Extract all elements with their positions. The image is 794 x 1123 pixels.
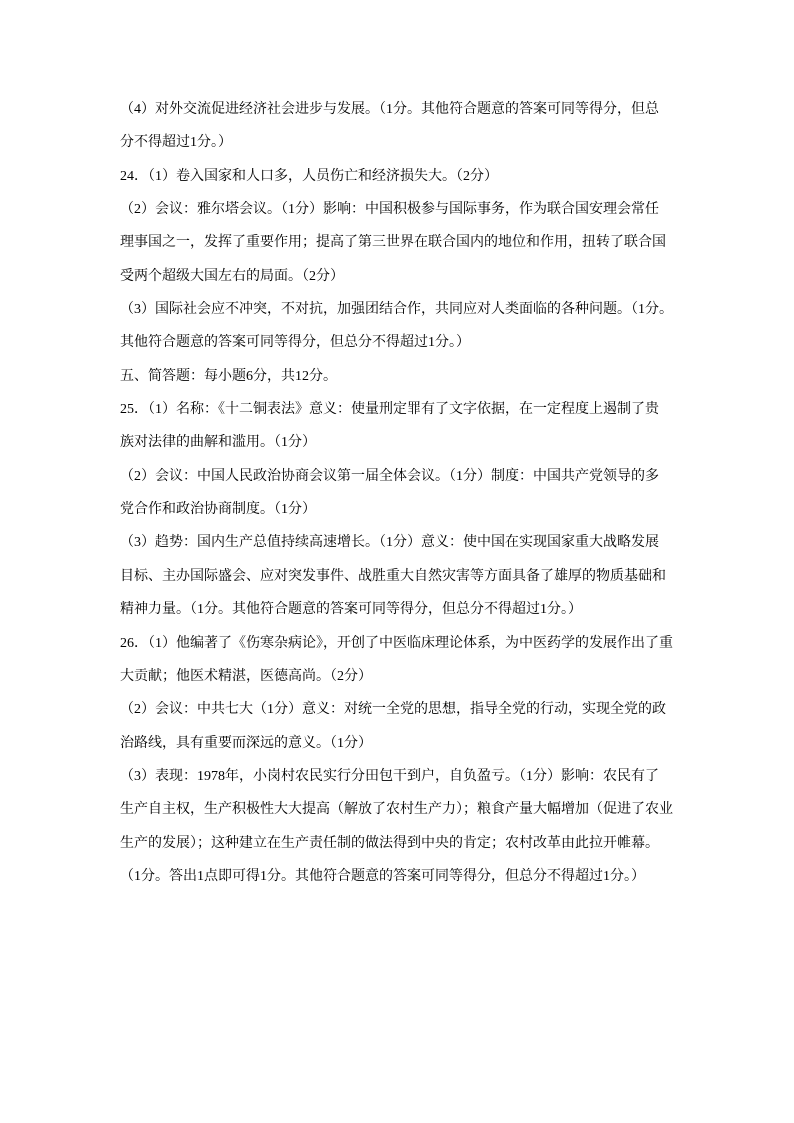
text-line: 其他符合题意的答案可同等得分，但总分不得超过1分。） [120,335,470,351]
text-line: 受两个超级大国左右的局面。（2分） [120,268,344,284]
text-line: 分不得超过1分。） [120,135,232,151]
text-line: 大贡献；他医术精湛，医德高尚。（2分） [120,668,372,684]
text-line: （4）对外交流促进经济社会进步与发展。（1分。其他符合题意的答案可同等得分，但总 [120,102,659,117]
text-line: （1分。答出1点即可得1分。其他符合题意的答案可同等得分，但总分不得超过1分。） [120,868,645,884]
text-line: 理事国之一，发挥了重要作用；提高了第三世界在联合国内的地位和作用，扭转了联合国 [120,235,666,251]
answer-key-text-block [120,93,676,893]
paragraph-answer-24-3 [120,293,676,360]
paragraph-answer-24-2 [120,193,676,293]
section-heading-five [120,360,676,393]
text-line: 目标、主办国际盛会、应对突发事件、战胜重大自然灾害等方面具备了雄厚的物质基础和 [120,568,666,584]
paragraph-answer-26-1 [120,627,676,694]
text-line: 治路线，具有重要而深远的意义。（1分） [120,735,372,751]
text-line: 24．（1）卷入国家和人口多，人员伤亡和经济损失大。（2分） [120,168,498,184]
text-line: （3）表现：1978年，小岗村农民实行分田包干到户，自负盈亏。（1分）影响：农民有了 [120,768,659,784]
text-line: （2）会议：中国人民政治协商会议第一届全体会议。（1分）制度：中国共产党领导的多 [120,468,659,484]
paragraph-answer-25-3 [120,526,676,626]
text-line: 五、简答题：每小题6分，共12分。 [120,368,337,384]
paragraph-answer-25-2 [120,460,676,527]
text-line: （2）会议：中共七大（1分）意义：对统一全党的思想，指导全党的行动，实现全党的政 [120,702,666,718]
paragraph-answer-26-2 [120,693,676,760]
text-line: 25．（1）名称：《十二铜表法》意义：使量刑定罪有了文字依据，在一定程度上遏制了贵 [120,402,659,418]
text-line: 党合作和政治协商制度。（1分） [120,502,316,518]
paragraph-answer-25-1 [120,393,676,460]
text-line: 族对法律的曲解和滥用。（1分） [120,435,316,451]
paragraph-answer-4 [120,93,676,160]
text-line: 26．（1）他编著了《伤寒杂病论》，开创了中医临床理论体系，为中医药学的发展作出了重 [120,635,673,651]
text-line: （2）会议：雅尔塔会议。（1分）影响：中国积极参与国际事务，作为联合国安理会常任 [120,202,659,218]
text-line: 生产自主权，生产积极性大大提高（解放了农村生产力）；粮食产量大幅增加（促进了农业 [120,802,673,818]
text-line: 精神力量。（1分。其他符合题意的答案可同等得分，但总分不得超过1分。） [120,602,582,618]
paragraph-answer-26-3 [120,760,676,893]
text-line: （3）国际社会应不冲突，不对抗，加强团结合作，共同应对人类面临的各种问题。（1分。 [120,302,673,318]
paragraph-answer-24-1 [120,160,676,193]
text-line: （3）趋势：国内生产总值持续高速增长。（1分）意义：使中国在实现国家重大战略发展 [120,535,659,551]
text-line: 生产的发展）；这种建立在生产责任制的做法得到中央的肯定；农村改革由此拉开帷幕。 [120,835,659,851]
